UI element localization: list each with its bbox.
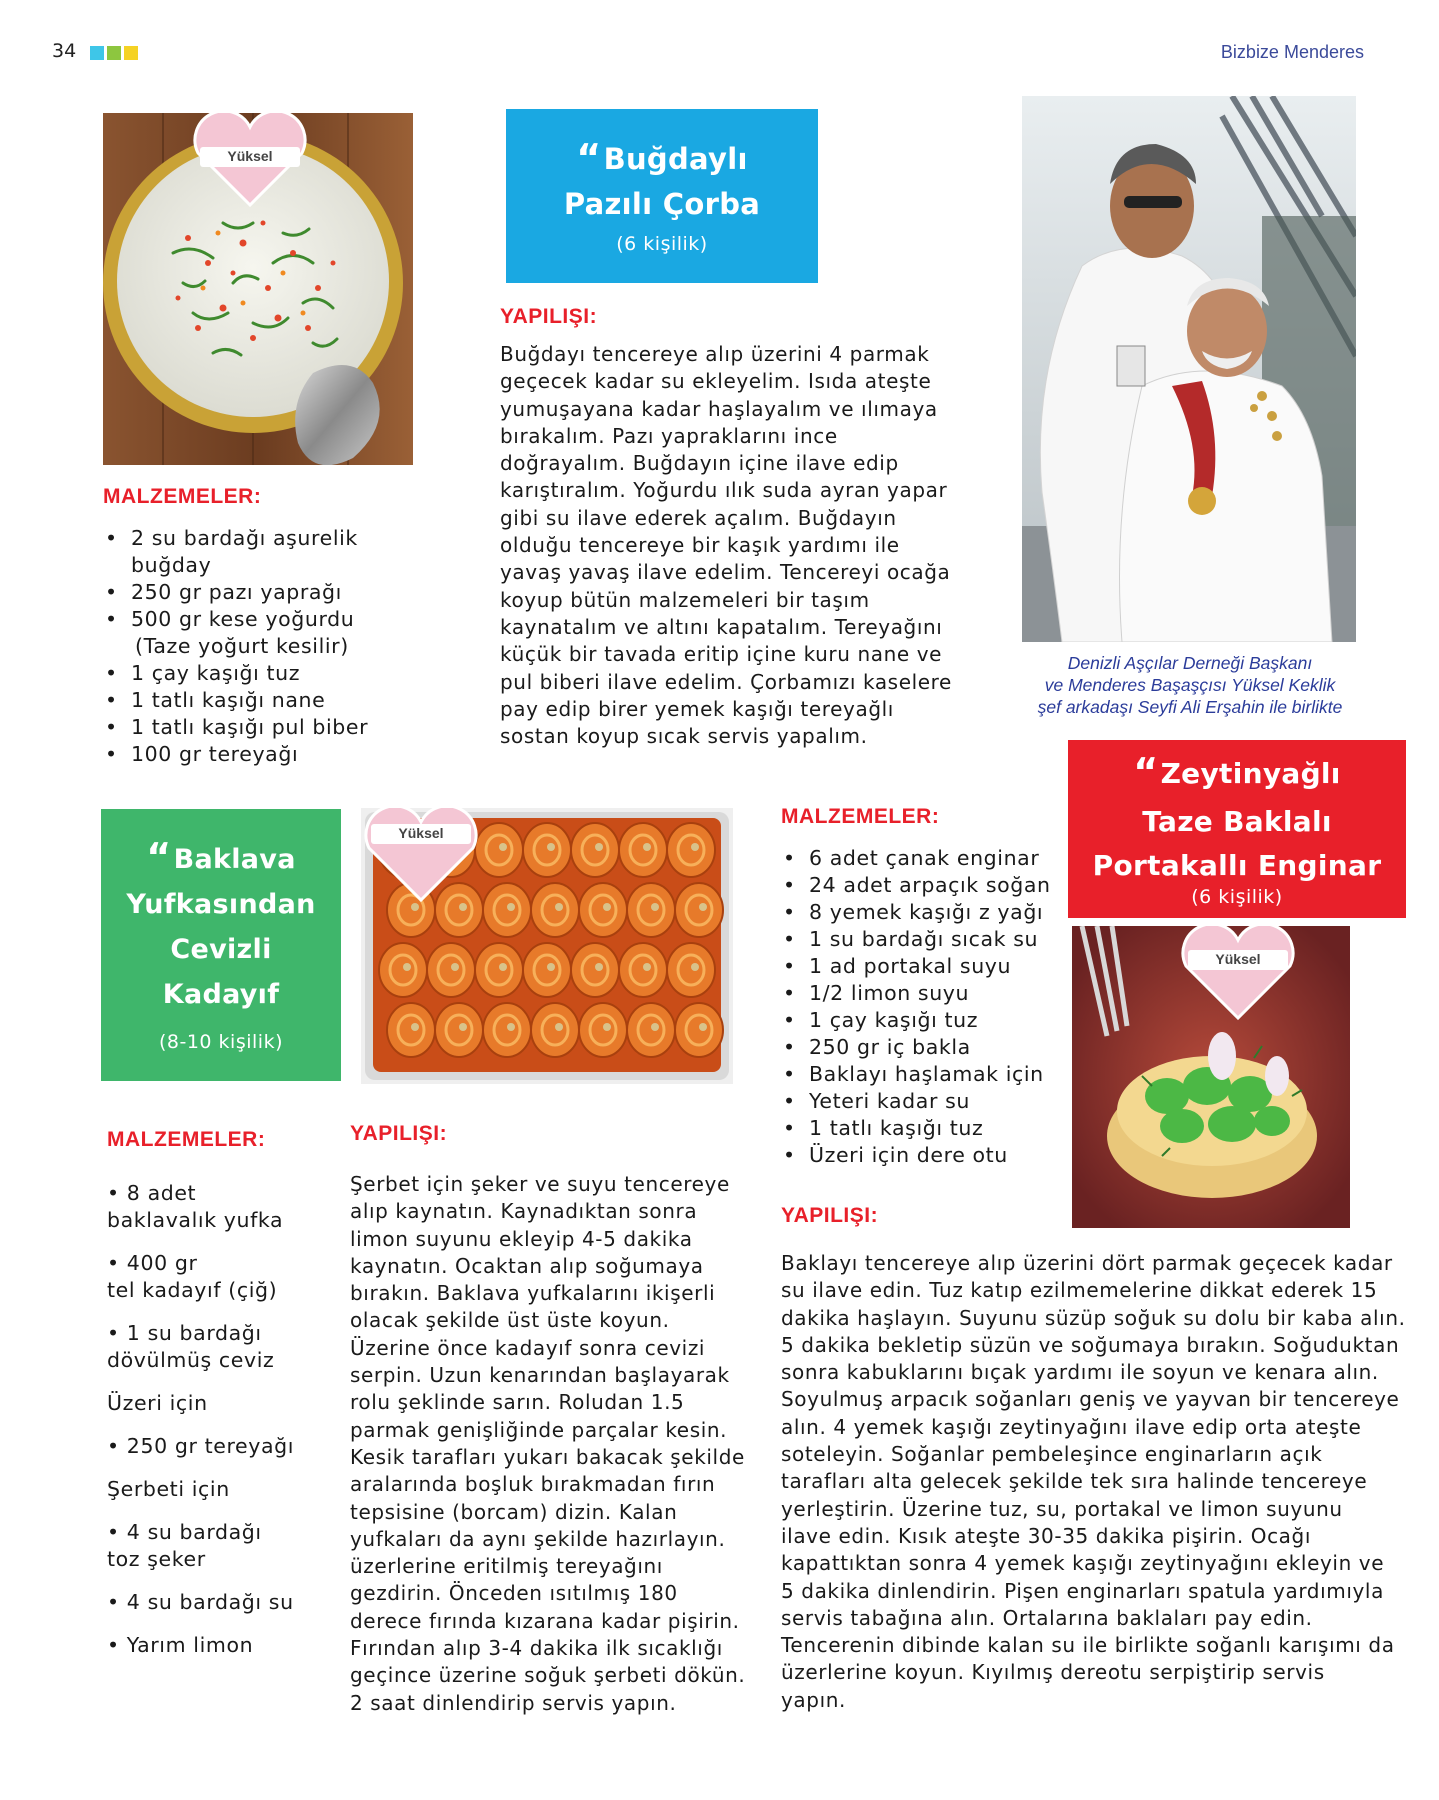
ingredient-line: baklavalık yufka [107,1208,284,1232]
method-line: aralarında boşluk bırakmadan fırın [350,1472,716,1497]
ingredient-item [107,1320,337,1374]
ingredient-item: • 250 gr iç bakla [781,1034,1071,1061]
ingredient-line: • 400 gr [107,1251,198,1275]
ingredient-line: • 1 su bardağı [107,1321,262,1345]
ingredient-item [107,1589,337,1616]
header-color-squares [90,46,138,60]
caption-line: Denizli Aşçılar Derneği Başkanı [1067,653,1313,673]
ingredient-item: • 8 yemek kaşığı z yağı [781,899,1071,926]
color-square [90,46,104,60]
ingredient-item: • 1 su bardağı sıcak su [781,926,1071,953]
ingredient-item [107,1476,337,1503]
method-line: Fırından alıp 3-4 dakika ilk sıcaklığı [350,1636,723,1661]
method-line: parmak genişliğinde parçalar kesin. [350,1417,728,1442]
method-line: pay edip birer yemek kaşığı tereyağlı [500,696,894,721]
ingredient-item: • 1 tatlı kaşığı pul biber [103,714,443,741]
method-line: 5 dakika bekletip süzün ve soğumaya bırakın. Soğuduktan [781,1332,1400,1357]
method-line: kapattıktan sonra 4 yemek kaşığı zeytinyağını ekleyin ve [781,1551,1385,1576]
recipe-title-box [506,109,818,283]
method-line: limon suyunu ekleyip 4-5 dakika [350,1226,693,1251]
method-line: yufkaları da aynı şekilde hazırlayın. [350,1526,726,1551]
ingredient-item: • 1 çay kaşığı tuz [103,660,443,687]
ingredient-line: toz şeker [107,1547,206,1571]
method-line: sonra kabuklarını bıçak yardımı ile soyun ve kenara alın. [781,1360,1379,1385]
method-line: kaynatalım ve altını kapatalım. Tereyağını [500,614,943,639]
ingredient-item [107,1390,337,1417]
method-line: karıştıralım. Yoğurdu ılık suda ayran yapar [500,478,948,503]
method-line: 2 saat dinlendirip servis yapın. [350,1690,677,1715]
ingredient-item: • 100 gr tereyağı [103,741,443,768]
method-line: rolu şeklinde sarın. Roludan 1.5 [350,1390,685,1415]
recipe-title: Taze Baklalı [1142,805,1332,838]
method-line: Üzerine önce kadayıf sonra cevizi [350,1335,706,1360]
method-heading: YAPILIŞI: [350,1122,448,1145]
ingredient-item: • 250 gr pazı yaprağı [103,579,443,606]
method-line: doğrayalım. Buğdayın içine ilave edip [500,451,899,476]
photo-caption [1000,652,1380,718]
ingredient-item: • 2 su bardağı aşurelik buğday [103,525,443,579]
ingredient-item: • 1 ad portakal suyu [781,953,1071,980]
method-line: soteleyin. Soğanlar pembeleşince enginarların açık [781,1442,1323,1467]
ingredient-line: Şerbeti için [107,1477,230,1501]
ingredient-item [107,1433,337,1460]
servings: (8-10 kişilik) [158,1031,283,1053]
method-line: üzerlerine eritilmiş tereyağını [350,1554,663,1579]
method-line: bırakın. Baklava yufkalarını ikişerli [350,1281,716,1306]
recipe-title: Yufkasından [126,889,316,920]
method-line: Şerbet için şeker ve suyu tencereye [350,1172,730,1196]
method-line: tepsisine (borcam) dizin. Kalan [350,1499,678,1524]
method-line: 5 dakika dinlendirin. Pişen enginarları spatula yardımıyla [781,1578,1384,1603]
method-line: dakika haşlayın. Suyunu süzüp soğuk su dolu bir kaba alın. [781,1305,1406,1330]
method-heading: YAPILIŞI: [781,1204,879,1227]
ingredient-line: Üzeri için [107,1391,208,1415]
recipe-title: Portakallı Enginar [1092,849,1382,882]
recipe-title: Cevizli [170,934,272,965]
ingredient-item: • 500 gr kese yoğurdu [103,606,443,633]
badge-label: Yüksel [227,148,273,164]
page-number: 34 [52,40,77,62]
ingredient-item: • 1 tatlı kaşığı nane [103,687,443,714]
method-line: servis tabağına alın. Ortalarına baklaları pay edin. [781,1605,1313,1630]
method-line: su ilave edin. Tuz katıp ezilmemelerine dikkat ederek 15 [781,1278,1378,1303]
color-square [124,46,138,60]
recipe-title-box [101,809,341,1081]
ingredient-item [107,1519,337,1573]
color-square [107,46,121,60]
ingredient-line: • 250 gr tereyağı [107,1434,295,1458]
chef-heart-badge [190,113,310,208]
method-line: yapın. [781,1687,846,1712]
ingredient-line: • Yarım limon [107,1633,254,1657]
method-line: serpin. Uzun kenarından başlayarak [350,1363,730,1388]
method-line: gibi su ilave ederek açalım. Buğdayın [500,505,897,530]
method-text [350,1171,770,1717]
method-line: tarafları alta gelecek şekilde tek sıra halinde tencereye [781,1469,1368,1494]
caption-line: ve Menderes Başaşçısı Yüksel Keklik [1044,675,1336,695]
method-line: alıp kaynatın. Kaynadıktan sonra [350,1199,698,1224]
method-line: Kesik tarafları yukarı bakacak şekilde [350,1444,745,1469]
method-line: olduğu tencereye bir kaşık yardımı ile [500,533,900,558]
method-line: geçecek kadar su ekleyelim. Isıda ateşte [500,369,932,394]
method-line: ilave edin. Kısık ateşte 30-35 dakika pişirin. Ocağı [781,1523,1311,1548]
badge-label: Yüksel [1215,951,1261,967]
method-line: Tencerenin dibinde kalan su ile birlikte soğanlı karışımı da [781,1633,1395,1658]
ingredients-heading: MALZEMELER: [103,485,262,508]
ingredient-line: tel kadayıf (çiğ) [107,1278,278,1302]
servings: (6 kişilik) [1191,886,1283,908]
method-line: üzerlerine koyun. Kıyılmış dereotu serpiştirip servis [781,1660,1325,1685]
ingredient-line: • 8 adet [107,1181,197,1205]
method-line: yavaş yavaş ilave edelim. Tencereyi ocağa [500,560,951,585]
ingredient-item: • Üzeri için dere otu [781,1142,1071,1169]
recipe-title: Pazılı Çorba [563,187,761,221]
method-line: yumuşayana kadar haşlayalım ve ılımaya [500,396,938,421]
method-text [500,341,980,750]
ingredient-item: • Yeteri kadar su [781,1088,1071,1115]
ingredient-item [107,1632,337,1659]
recipe-title: Kadayıf [162,979,280,1010]
caption-line: şef arkadaşı Seyfi Ali Erşahin ile birlikte [1037,697,1343,717]
ingredient-item: • 6 adet çanak enginar [781,845,1071,872]
method-line: gezdirin. Önceden ısıtılmış 180 [350,1581,678,1606]
ingredient-item: • 24 adet arpaçık soğan [781,872,1071,899]
method-line: derece fırında kızarana kadar pişirin. [350,1608,740,1633]
chef-heart-badge [1178,926,1298,1021]
ingredients-heading: MALZEMELER: [107,1128,266,1151]
recipe-title: “Buğdaylı [576,136,748,180]
method-text [781,1250,1411,1714]
method-line: kaynatın. Ocaktan alıp soğumaya [350,1253,704,1278]
ingredient-item: • 1 tatlı kaşığı tuz [781,1115,1071,1142]
recipe-title-box [1068,740,1406,918]
ingredient-item [107,1250,337,1304]
badge-label: Yüksel [398,825,444,841]
ingredients-list [781,845,1071,1169]
recipe-title: “Zeytinyağlı [1133,750,1341,794]
method-line: küçük bir tavada eritip içine kuru nane ve [500,642,943,667]
ingredient-item: • 1/2 limon suyu [781,980,1071,1007]
method-heading: YAPILIŞI: [500,305,598,328]
ingredient-line: • 4 su bardağı su [107,1590,294,1614]
ingredient-item [107,1180,337,1234]
chefs-photo [1022,96,1356,642]
ingredients-list [107,1180,337,1675]
method-line: pul biberi ilave edelim. Çorbamızı kaselere [500,669,952,694]
method-line: Buğdayı tencereye alıp üzerini 4 parmak [500,342,930,366]
ingredient-item: (Taze yoğurt kesilir) [135,634,349,658]
ingredients-heading: MALZEMELER: [781,805,940,828]
ingredient-line: dövülmüş ceviz [107,1348,275,1372]
method-line: sostan koyup sıcak servis yapalım. [500,724,868,749]
ingredient-line: • 4 su bardağı [107,1520,262,1544]
method-line: yerleştirin. Üzerine tuz, su, portakal ve limon suyunu [781,1496,1343,1521]
servings: (6 kişilik) [616,233,708,255]
method-line: olacak şekilde üst üste koyun. [350,1308,670,1333]
method-line: bırakalım. Pazı yapraklarını ince [500,423,838,448]
recipe-title: “Baklava [146,835,296,879]
ingredient-item: • 1 çay kaşığı tuz [781,1007,1071,1034]
method-line: geçince üzerine soğuk şerbeti dökün. [350,1663,746,1688]
magazine-name: Bizbize Menderes [1220,42,1364,62]
ingredients-list [103,525,443,768]
method-line: koyup bütün malzemeleri bir taşım [500,587,870,612]
method-line: Soyulmuş arpacık soğanları geniş ve yayvan bir tencereye [781,1387,1400,1412]
method-line: alın. 4 yemek kaşığı zeytinyağını ilave edip orta ateşte [781,1414,1362,1439]
ingredient-item: • Baklayı haşlamak için [781,1061,1071,1088]
method-line: Baklayı tencereye alıp üzerini dört parmak geçecek kadar [781,1251,1393,1275]
chef-heart-badge [361,808,481,903]
